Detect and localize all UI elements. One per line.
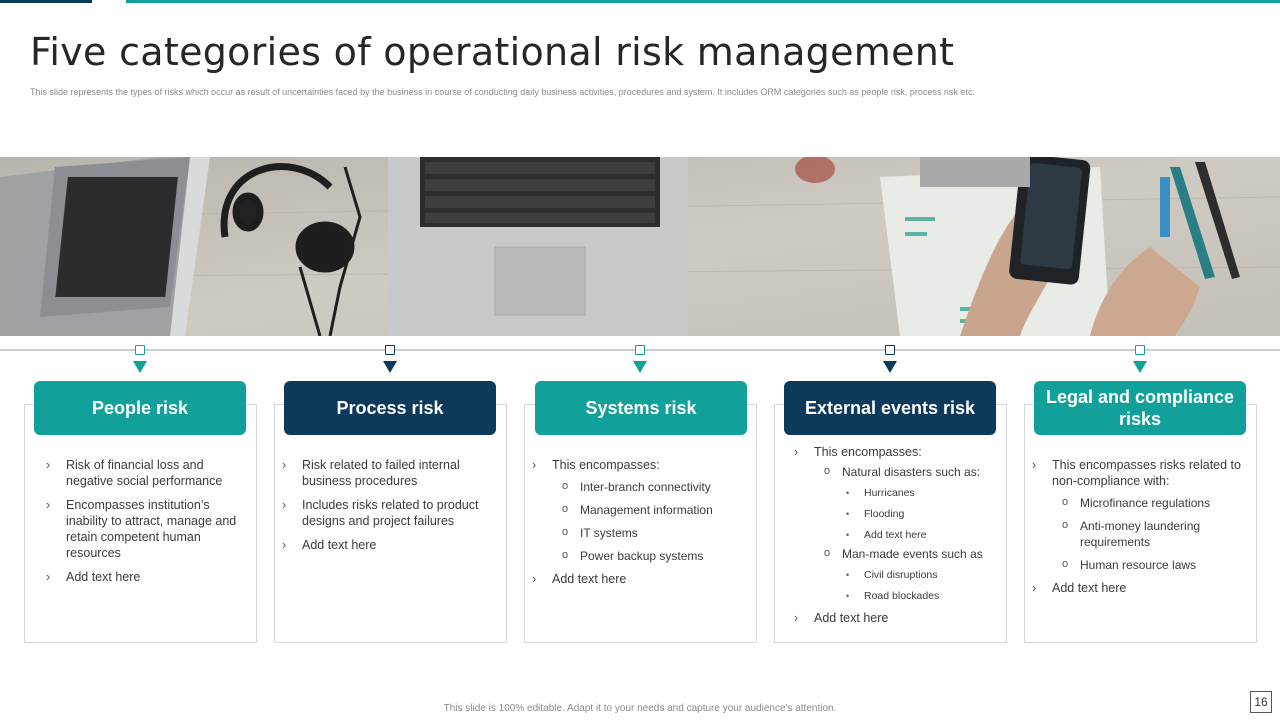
list-item[interactable]: › Encompasses institution’s inability to attract, manage and retain competent human resources [46,497,246,561]
sub-sub-list-item[interactable]: • Add text here [844,527,999,543]
sub-list-item[interactable]: o Power backup systems [562,548,747,564]
card-body-process-risk [282,457,492,561]
list-item[interactable]: › Add text here [46,569,246,585]
square-icon [635,345,645,355]
card-title-people-risk[interactable]: People risk [34,381,246,435]
card-title-external-events-risk[interactable]: External events risk [784,381,996,435]
left-laptop-image [0,157,210,336]
sub-sub-list-item[interactable]: • Flooding [844,506,999,522]
sub-list-item[interactable]: o IT systems [562,525,747,541]
arrow-down-icon [383,361,397,373]
slide-title[interactable]: Five categories of operational risk management [30,30,955,74]
sub-list-item[interactable]: o Man-made events such as [824,546,999,562]
square-icon [885,345,895,355]
card-body-systems-risk [532,457,747,595]
marker-people [130,345,150,375]
list-item[interactable]: › Add text here [794,610,999,626]
arrow-down-icon [1133,361,1147,373]
card-body-legal-compliance-risks [1032,457,1247,604]
list-item[interactable]: › Includes risks related to product designs and project failures [282,497,492,529]
card-body-people-risk [46,457,246,593]
square-icon [135,345,145,355]
list-item[interactable]: › This encompasses: [794,444,999,460]
marker-systems [630,345,650,375]
arrow-down-icon [133,361,147,373]
marker-external [880,345,900,375]
list-item[interactable]: › Add text here [532,571,747,587]
sub-sub-list-item[interactable]: • Hurricanes [844,485,999,501]
banner-photo [0,157,1280,336]
sub-list-item[interactable]: o Management information [562,502,747,518]
list-item[interactable]: › Risk of financial loss and negative social performance [46,457,246,489]
card-title-systems-risk[interactable]: Systems risk [535,381,747,435]
list-item[interactable]: › This encompasses risks related to non-compliance with: [1032,457,1247,489]
sub-list-item[interactable]: o Natural disasters such as: [824,464,999,480]
sub-list-item[interactable]: o Human resource laws [1062,557,1247,573]
arrow-down-icon [633,361,647,373]
marker-legal [1130,345,1150,375]
center-laptop-image [388,157,688,336]
marker-process [380,345,400,375]
square-icon [385,345,395,355]
sub-list-item[interactable]: o Anti-money laundering requirements [1062,518,1247,550]
list-item[interactable]: › This encompasses: [532,457,747,473]
list-item[interactable]: › Add text here [282,537,492,553]
top-accent-bar-dark [0,0,92,3]
sub-list-item[interactable]: o Inter-branch connectivity [562,479,747,495]
card-title-process-risk[interactable]: Process risk [284,381,496,435]
arrow-down-icon [883,361,897,373]
slide-subtitle[interactable]: This slide represents the types of risks which occur as result of uncertainties faced by the business in course of conducting daily business activities, procedures and system. It includes ORM categories such as people risk, process risk etc. [30,87,975,97]
square-icon [1135,345,1145,355]
slide-footer-note: This slide is 100% editable. Adapt it to your needs and capture your audience's attention. [443,703,837,714]
list-item[interactable]: › Add text here [1032,580,1247,596]
card-body-external-events-risk [794,444,999,634]
list-item[interactable]: › Risk related to failed internal business procedures [282,457,492,489]
page-number: 16 [1250,691,1272,713]
sub-list-item[interactable]: o Microfinance regulations [1062,495,1247,511]
sub-sub-list-item[interactable]: • Civil disruptions [844,567,999,583]
top-accent-bar-teal [126,0,1280,3]
card-title-legal-compliance-risks[interactable]: Legal and compliance risks [1034,381,1246,435]
sub-sub-list-item[interactable]: • Road blockades [844,588,999,604]
